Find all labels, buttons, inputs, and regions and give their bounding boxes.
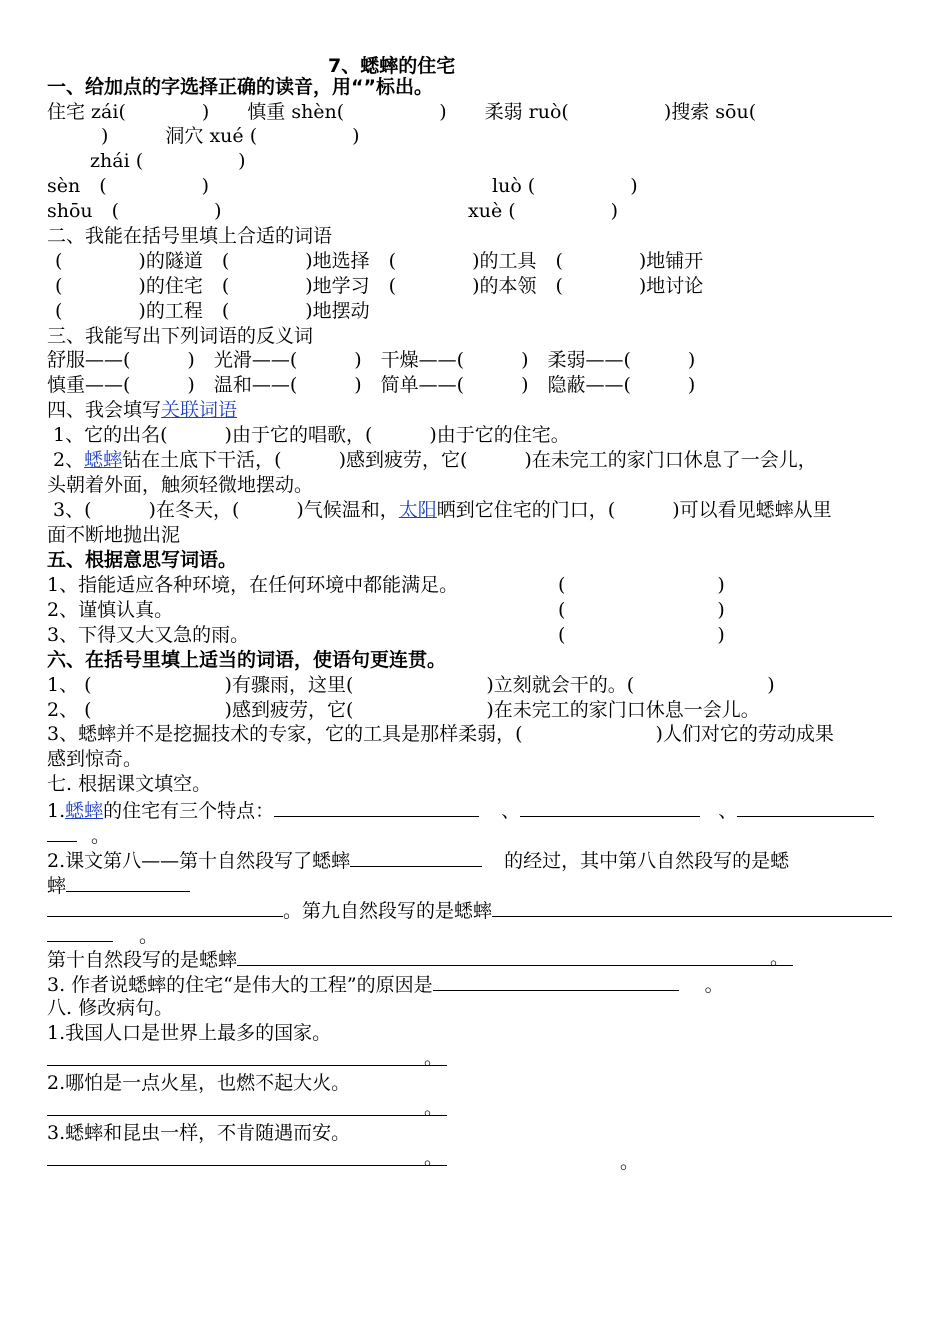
s1-row-5b: xuè ( ) [468,200,619,222]
section-8-heading: 八. 修改病句。 [47,997,174,1019]
s7-question-1-cont [47,822,110,848]
period-mark: 。 [423,1147,443,1169]
period-mark: 。 [770,947,790,969]
section-6-heading: 六、在括号里填上适当的词语，使语句更连贯。 [47,649,447,671]
s6-question-3: 3、蟋蟀并不是挖掘技术的专家，它的工具是那样柔弱，( )人们对它的劳动成果 [47,723,834,745]
s7-q2-text-e: 第十自然段写的是蟋蟀 [47,949,238,971]
s5-blank-1: ( ) [558,574,725,596]
s7-q2-text-c: 蟀 [47,875,67,897]
answer-blank[interactable] [350,847,482,867]
s8-answer-1 [47,1046,447,1072]
s1-row-3: zhái ( ) [90,150,246,172]
s8-question-1: 1.我国人口是世界上最多的国家。 [47,1022,332,1044]
s1-row-4b: luò ( ) [492,175,638,197]
section-4-heading [47,398,237,422]
answer-blank[interactable] [47,822,77,842]
s2-row-3: ( )的工程 ( )地摆动 [55,300,370,322]
s4-question-3 [47,498,832,522]
answer-blank[interactable] [47,1146,447,1169]
s7-q3-text: 3. 作者说蟋蟀的住宅“是伟大的工程”的原因是 [47,974,433,996]
answer-blank[interactable] [274,797,479,817]
s5-item-1: 1、指能适应各种环境，在任何环境中都能满足。 [47,574,459,596]
stray-period-mark: 。 [620,1151,640,1173]
s8-answer-3 [47,1146,447,1172]
s3-row-2: 慎重——( ) 温和——( ) 简单——( ) 隐蔽——( ) [47,374,696,396]
link-cricket-2[interactable]: 蟋蟀 [65,800,104,822]
period-mark: 。 [423,1097,443,1119]
s4-q3-text-a: 3、( )在冬天，( )气候温和， [47,499,399,521]
answer-blank[interactable] [47,897,283,917]
link-conjunctions[interactable]: 关联词语 [161,399,238,421]
s5-blank-3: ( ) [558,624,725,646]
link-sun[interactable]: 太阳 [398,499,437,521]
s7-question-3 [47,971,724,997]
comma-mark: 、 [718,800,738,822]
s4-q3-text-b: 晒到它住宅的门口，( )可以看见蟋蟀从里 [436,499,832,521]
s5-item-2: 2、谨慎认真。 [47,599,174,621]
answer-blank[interactable] [492,897,892,917]
answer-blank[interactable] [47,1096,447,1119]
s8-question-2: 2.哪怕是一点火星，也燃不起大火。 [47,1072,351,1094]
answer-blank[interactable] [47,922,113,942]
s4-q2-number: 2、 [47,449,85,471]
s1-row-4a: sèn ( ) [47,175,210,197]
answer-blank[interactable] [520,797,700,817]
s2-row-1: ( )的隧道 ( )地选择 ( )的工具 ( )地铺开 [55,250,704,272]
s6-question-2: 2、 ( )感到疲劳，它( )在未完工的家门口休息一会儿。 [47,699,760,721]
s8-question-3: 3.蟋蟀和昆虫一样，不肯随遇而安。 [47,1122,351,1144]
section-3-heading: 三、我能写出下列词语的反义词 [47,325,314,347]
s8-answer-2 [47,1096,447,1122]
s6-question-1: 1、 ( )有骤雨，这里( )立刻就会干的。( ) [47,674,775,696]
s7-q1-number: 1. [47,800,66,822]
s7-question-2-line-5 [47,946,793,972]
s5-item-3: 3、下得又大又急的雨。 [47,624,250,646]
answer-blank[interactable] [66,872,190,892]
section-5-heading: 五、根据意思写词语。 [47,549,238,571]
s6-question-3-cont: 感到惊奇。 [47,748,143,770]
answer-blank[interactable] [47,1046,447,1069]
page-title: 7、蟋蟀的住宅 [328,55,456,77]
s1-row-5a: shōu ( ) [47,200,222,222]
period-mark: 。 [91,825,111,847]
s4-question-3-cont: 面不断地抛出泥 [47,524,181,546]
s7-q2-text-a: 2.课文第八——第十自然段写了蟋蟀 [47,850,351,872]
s5-blank-2: ( ) [558,599,725,621]
answer-blank[interactable] [237,946,793,969]
s7-question-2 [47,847,789,873]
s7-q2-text-d: 。第九自然段写的是蟋蟀 [283,900,493,922]
period-mark: 。 [704,974,724,996]
s4-question-1: 1、它的出名( )由于它的唱歌，( )由于它的住宅。 [47,424,570,446]
s7-question-2-line-4 [47,922,158,948]
s7-question-2-line-2 [47,872,190,898]
comma-mark: 、 [501,800,521,822]
s2-row-2: ( )的住宅 ( )地学习 ( )的本领 ( )地讨论 [55,275,704,297]
section-7-heading: 七. 根据课文填空。 [47,773,212,795]
section-2-heading: 二、我能在括号里填上合适的词语 [47,225,333,247]
s4-question-2 [47,448,817,472]
answer-blank[interactable] [737,797,874,817]
s1-row-1: 住宅 zái( ) 慎重 shèn( ) 柔弱 ruò( )搜索 sōu( [47,101,757,123]
s1-row-2: ) 洞穴 xué ( ) [82,125,360,147]
period-mark: 。 [139,925,159,947]
s4-heading-text: 四、我会填写 [47,399,162,421]
section-1-heading: 一、给加点的字选择正确的读音，用“”标出。 [47,76,433,98]
s4-question-2-cont: 头朝着外面，触须轻微地摆动。 [47,474,314,496]
answer-blank[interactable] [433,971,679,991]
s7-q2-text-b: 的经过，其中第八自然段写的是蟋 [504,850,790,872]
link-cricket[interactable]: 蟋蟀 [84,449,123,471]
s4-q2-text: 钻在土底下干活，( )感到疲劳，它( )在未完工的家门口休息了一会儿， [122,449,817,471]
s7-q1-text: 的住宅有三个特点： [103,800,275,822]
s7-question-2-line-3 [47,897,892,923]
s3-row-1: 舒服——( ) 光滑——( ) 干燥——( ) 柔弱——( ) [47,349,696,371]
period-mark: 。 [423,1047,443,1069]
s7-question-1 [47,797,874,823]
